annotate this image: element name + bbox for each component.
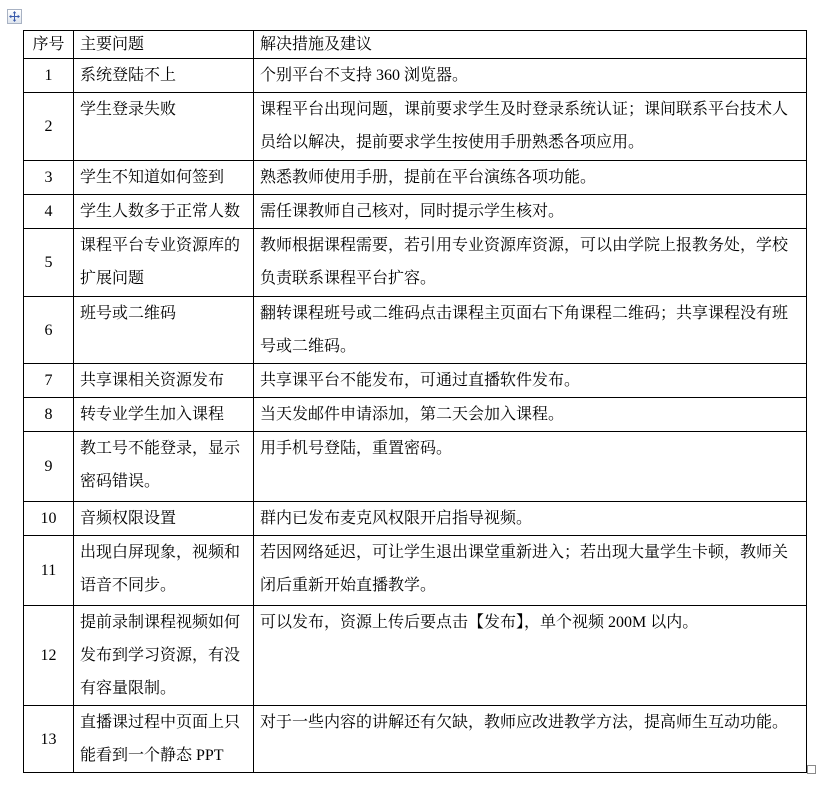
table-header-row	[24, 31, 807, 59]
solution-cell[interactable]: 群内已发布麦克风权限开启指导视频。	[254, 502, 807, 536]
solution-cell[interactable]: 需任课教师自己核对，同时提示学生核对。	[254, 195, 807, 229]
problem-cell[interactable]: 学生人数多于正常人数	[74, 195, 254, 229]
row-number-cell[interactable]: 11	[24, 536, 74, 606]
table-row	[24, 229, 807, 297]
table-row	[24, 59, 807, 93]
row-number-cell[interactable]: 5	[24, 229, 74, 297]
problem-cell[interactable]: 学生登录失败	[74, 93, 254, 161]
row-number-cell[interactable]: 1	[24, 59, 74, 93]
table-row	[24, 606, 807, 706]
table-row	[24, 432, 807, 502]
solution-cell[interactable]: 可以发布，资源上传后要点击【发布】，单个视频 200M 以内。	[254, 606, 807, 706]
header-seq-number[interactable]: 序号	[24, 31, 74, 59]
row-number-cell[interactable]: 2	[24, 93, 74, 161]
row-number-cell[interactable]: 3	[24, 161, 74, 195]
solution-cell[interactable]: 个别平台不支持 360 浏览器。	[254, 59, 807, 93]
table-row	[24, 502, 807, 536]
table-row	[24, 161, 807, 195]
problem-cell[interactable]: 系统登陆不上	[74, 59, 254, 93]
row-number-cell[interactable]: 12	[24, 606, 74, 706]
table-row	[24, 195, 807, 229]
row-number-cell[interactable]: 10	[24, 502, 74, 536]
table-row	[24, 93, 807, 161]
row-number-cell[interactable]: 7	[24, 364, 74, 398]
table-row	[24, 536, 807, 606]
problem-cell[interactable]: 提前录制课程视频如何发布到学习资源，有没有容量限制。	[74, 606, 254, 706]
problem-cell[interactable]: 共享课相关资源发布	[74, 364, 254, 398]
problem-cell[interactable]: 学生不知道如何签到	[74, 161, 254, 195]
table-row	[24, 364, 807, 398]
problem-cell[interactable]: 转专业学生加入课程	[74, 398, 254, 432]
row-number-cell[interactable]: 13	[24, 706, 74, 773]
table-resize-handle[interactable]	[807, 765, 816, 774]
problem-cell[interactable]: 音频权限设置	[74, 502, 254, 536]
solution-cell[interactable]: 共享课平台不能发布，可通过直播软件发布。	[254, 364, 807, 398]
solution-cell[interactable]: 若因网络延迟，可让学生退出课堂重新进入；若出现大量学生卡顿，教师关闭后重新开始直播教学。	[254, 536, 807, 606]
solution-cell[interactable]: 熟悉教师使用手册，提前在平台演练各项功能。	[254, 161, 807, 195]
row-number-cell[interactable]: 4	[24, 195, 74, 229]
table-row	[24, 297, 807, 364]
row-number-cell[interactable]: 9	[24, 432, 74, 502]
header-main-problem[interactable]: 主要问题	[74, 31, 254, 59]
solution-cell[interactable]: 对于一些内容的讲解还有欠缺，教师应改进教学方法，提高师生互动功能。	[254, 706, 807, 773]
solution-cell[interactable]: 当天发邮件申请添加，第二天会加入课程。	[254, 398, 807, 432]
row-number-cell[interactable]: 6	[24, 297, 74, 364]
header-solutions[interactable]: 解决措施及建议	[254, 31, 807, 59]
table-row	[24, 398, 807, 432]
table-row	[24, 706, 807, 773]
problem-cell[interactable]: 班号或二维码	[74, 297, 254, 364]
move-arrows-icon	[9, 11, 20, 22]
table-move-handle[interactable]	[7, 9, 22, 24]
problem-cell[interactable]: 出现白屏现象，视频和语音不同步。	[74, 536, 254, 606]
problem-cell[interactable]: 教工号不能登录，显示密码错误。	[74, 432, 254, 502]
solution-cell[interactable]: 教师根据课程需要，若引用专业资源库资源，可以由学院上报教务处，学校负责联系课程平台扩容。	[254, 229, 807, 297]
row-number-cell[interactable]: 8	[24, 398, 74, 432]
solution-cell[interactable]: 用手机号登陆，重置密码。	[254, 432, 807, 502]
solution-cell[interactable]: 课程平台出现问题，课前要求学生及时登录系统认证；课间联系平台技术人员给以解决，提前要求学生按使用手册熟悉各项应用。	[254, 93, 807, 161]
problem-cell[interactable]: 课程平台专业资源库的扩展问题	[74, 229, 254, 297]
problem-cell[interactable]: 直播课过程中页面上只能看到一个静态 PPT	[74, 706, 254, 773]
issues-table	[23, 30, 807, 773]
solution-cell[interactable]: 翻转课程班号或二维码点击课程主页面右下角课程二维码；共享课程没有班号或二维码。	[254, 297, 807, 364]
